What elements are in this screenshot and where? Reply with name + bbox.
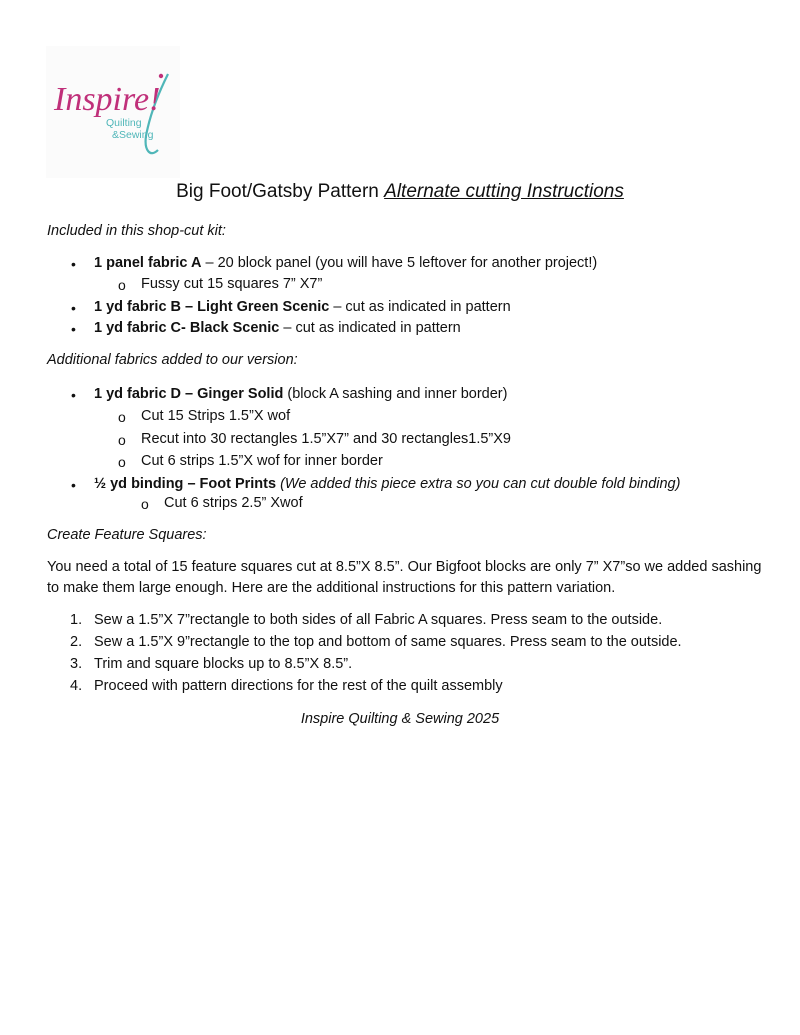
included-item-2-rest: – cut as indicated in pattern bbox=[329, 299, 511, 315]
step-number: 4. bbox=[70, 678, 83, 694]
footer-credit: Inspire Quilting & Sewing 2025 bbox=[300, 711, 500, 727]
title-alt: Alternate cutting Instructions bbox=[384, 181, 624, 202]
step-2: Sew a 1.5”X 9”rectangle to the top and bottom of same squares. Press seam to the outside. bbox=[94, 634, 682, 650]
additional-item-1-bold: 1 yd fabric D – Ginger Solid bbox=[94, 386, 284, 402]
step-number: 1. bbox=[70, 612, 83, 628]
sub-bullet-glyph: o bbox=[118, 277, 126, 293]
included-item-2-bold: 1 yd fabric B – Light Green Scenic bbox=[94, 299, 330, 315]
bullet-glyph: • bbox=[71, 321, 76, 337]
brand-logo bbox=[46, 46, 180, 178]
sub-bullet-glyph: o bbox=[118, 409, 126, 425]
sub-bullet-glyph: o bbox=[118, 432, 126, 448]
title-main: Big Foot/Gatsby Pattern bbox=[176, 181, 379, 202]
sub-bullet-glyph: o bbox=[118, 454, 126, 470]
bullet-glyph: • bbox=[71, 256, 76, 272]
bullet-glyph: • bbox=[71, 477, 76, 493]
additional-sub-2: Recut into 30 rectangles 1.5”X7” and 30 rectangles1.5”X9 bbox=[141, 431, 511, 447]
included-item-1-rest: – 20 block panel (you will have 5 leftover for another project!) bbox=[201, 255, 598, 271]
included-item-3-bold: 1 yd fabric C- Black Scenic bbox=[94, 320, 280, 336]
sub-bullet-glyph: o bbox=[141, 496, 149, 512]
logo-dot bbox=[159, 74, 163, 78]
included-item-3 bbox=[94, 320, 461, 336]
additional-item-2-bold: ½ yd binding – Foot Prints bbox=[94, 476, 277, 492]
additional-item-1-rest: (block A sashing and inner border) bbox=[283, 386, 508, 402]
included-item-1-bold: 1 panel fabric A bbox=[94, 255, 202, 271]
logo-subtitle-2: &Sewing bbox=[112, 129, 154, 141]
step-number: 3. bbox=[70, 656, 83, 672]
step-1: Sew a 1.5”X 7”rectangle to both sides of all Fabric A squares. Press seam to the outside. bbox=[94, 612, 663, 628]
additional-sub-1: Cut 15 Strips 1.5”X wof bbox=[141, 408, 291, 424]
step-3: Trim and square blocks up to 8.5”X 8.5”. bbox=[94, 656, 353, 672]
additional-sub-4: Cut 6 strips 2.5” Xwof bbox=[164, 495, 303, 511]
included-item-3-rest: – cut as indicated in pattern bbox=[279, 320, 461, 336]
additional-item-2-rest: (We added this piece extra so you can cut double fold binding) bbox=[276, 476, 681, 492]
additional-sub-3: Cut 6 strips 1.5”X wof for inner border bbox=[141, 453, 383, 469]
feature-heading: Create Feature Squares: bbox=[47, 527, 207, 543]
included-item-1 bbox=[94, 255, 597, 271]
page-title bbox=[0, 181, 800, 203]
additional-item-1 bbox=[94, 386, 507, 402]
included-item-2 bbox=[94, 299, 511, 315]
bullet-glyph: • bbox=[71, 300, 76, 316]
logo-wordmark: Inspire! bbox=[54, 81, 161, 118]
included-heading: Included in this shop-cut kit: bbox=[47, 223, 226, 239]
bullet-glyph: • bbox=[71, 387, 76, 403]
additional-item-2 bbox=[94, 476, 680, 492]
additional-heading: Additional fabrics added to our version: bbox=[47, 352, 298, 368]
logo-graphic bbox=[46, 46, 180, 178]
step-4: Proceed with pattern directions for the rest of the quilt assembly bbox=[94, 678, 503, 694]
logo-subtitle-1: Quilting bbox=[106, 117, 142, 129]
included-sub-1: Fussy cut 15 squares 7” X7” bbox=[141, 276, 323, 292]
step-number: 2. bbox=[70, 634, 83, 650]
feature-paragraph: You need a total of 15 feature squares cut at 8.5”X 8.5”. Our Bigfoot blocks are only 7” X7”so we added sashing to make them large enough. Here are the additional instructions for this pattern variation. bbox=[47, 559, 762, 596]
